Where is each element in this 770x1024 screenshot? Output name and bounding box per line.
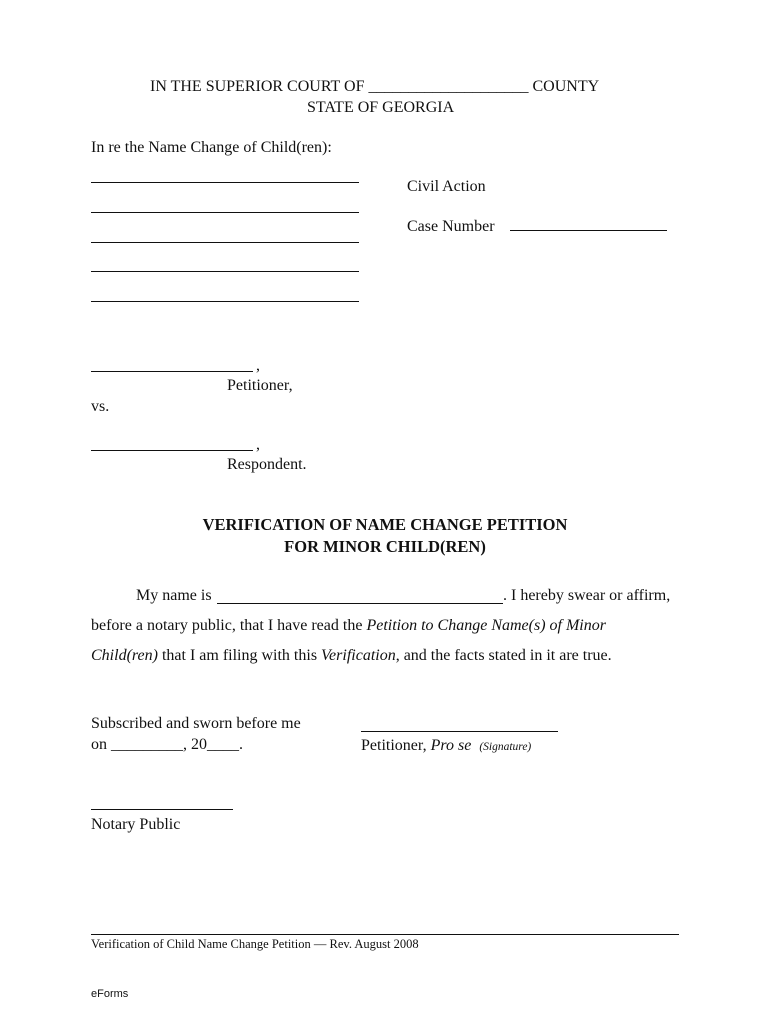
footer-rule [91, 934, 679, 935]
sworn-date-line[interactable]: on _________, 20____. [91, 736, 243, 753]
vs-label: vs. [91, 398, 110, 415]
petitioner-label: Petitioner, [227, 377, 293, 394]
footer-text: Verification of Child Name Change Petition — Rev. August 2008 [91, 937, 419, 951]
petitioner-name-field[interactable] [91, 371, 253, 372]
declarant-name-field[interactable] [217, 603, 503, 604]
notary-public-label: Notary Public [91, 816, 181, 833]
swear-text: . I hereby swear or affirm, [503, 587, 671, 604]
case-number-label: Case Number [407, 218, 495, 235]
respondent-comma: , [256, 436, 260, 453]
document-title-line2: FOR MINOR CHILD(REN) [284, 537, 486, 556]
verification-italic: Verification [321, 647, 396, 664]
body-line-2-text: before a notary public, that I have read the [91, 617, 367, 634]
signature-hint: (Signature) [479, 741, 532, 753]
document-title-line1: VERIFICATION OF NAME CHANGE PETITION [202, 515, 568, 534]
in-re-label: In re the Name Change of Child(ren): [91, 139, 332, 156]
notary-signature-field[interactable] [91, 809, 233, 810]
my-name-is-label: My name is [136, 587, 212, 604]
civil-action-label: Civil Action [407, 178, 486, 195]
court-header-line1: IN THE SUPERIOR COURT OF ____________________ COUNTY [150, 78, 600, 95]
case-number-field[interactable] [510, 230, 667, 231]
pro-se-italic: Pro se [430, 737, 472, 754]
eforms-brand: eForms [91, 988, 129, 1000]
body-line-3-end: , and the facts stated in it are true. [395, 647, 612, 664]
petitioner-signature-field[interactable] [361, 731, 558, 732]
child-name-line-4[interactable] [91, 271, 359, 272]
body-line-3 [91, 646, 612, 666]
children-italic: Child(ren) [91, 647, 158, 664]
body-line-3-text: that I am filing with this [157, 647, 322, 664]
respondent-name-field[interactable] [91, 450, 253, 451]
petitioner-pro-se-text: Petitioner, [361, 737, 431, 754]
child-name-line-1[interactable] [91, 182, 359, 183]
respondent-label: Respondent. [227, 456, 307, 473]
court-header-line2: STATE OF GEORGIA [307, 99, 455, 116]
body-line-2 [91, 616, 606, 636]
subscribed-label: Subscribed and sworn before me [91, 715, 301, 732]
child-name-line-5[interactable] [91, 301, 359, 302]
child-name-line-3[interactable] [91, 242, 359, 243]
petitioner-signature-label [361, 736, 531, 757]
child-name-line-2[interactable] [91, 212, 359, 213]
petitioner-comma: , [256, 357, 260, 374]
petition-title-italic: Petition to Change Name(s) of Minor [366, 617, 606, 634]
